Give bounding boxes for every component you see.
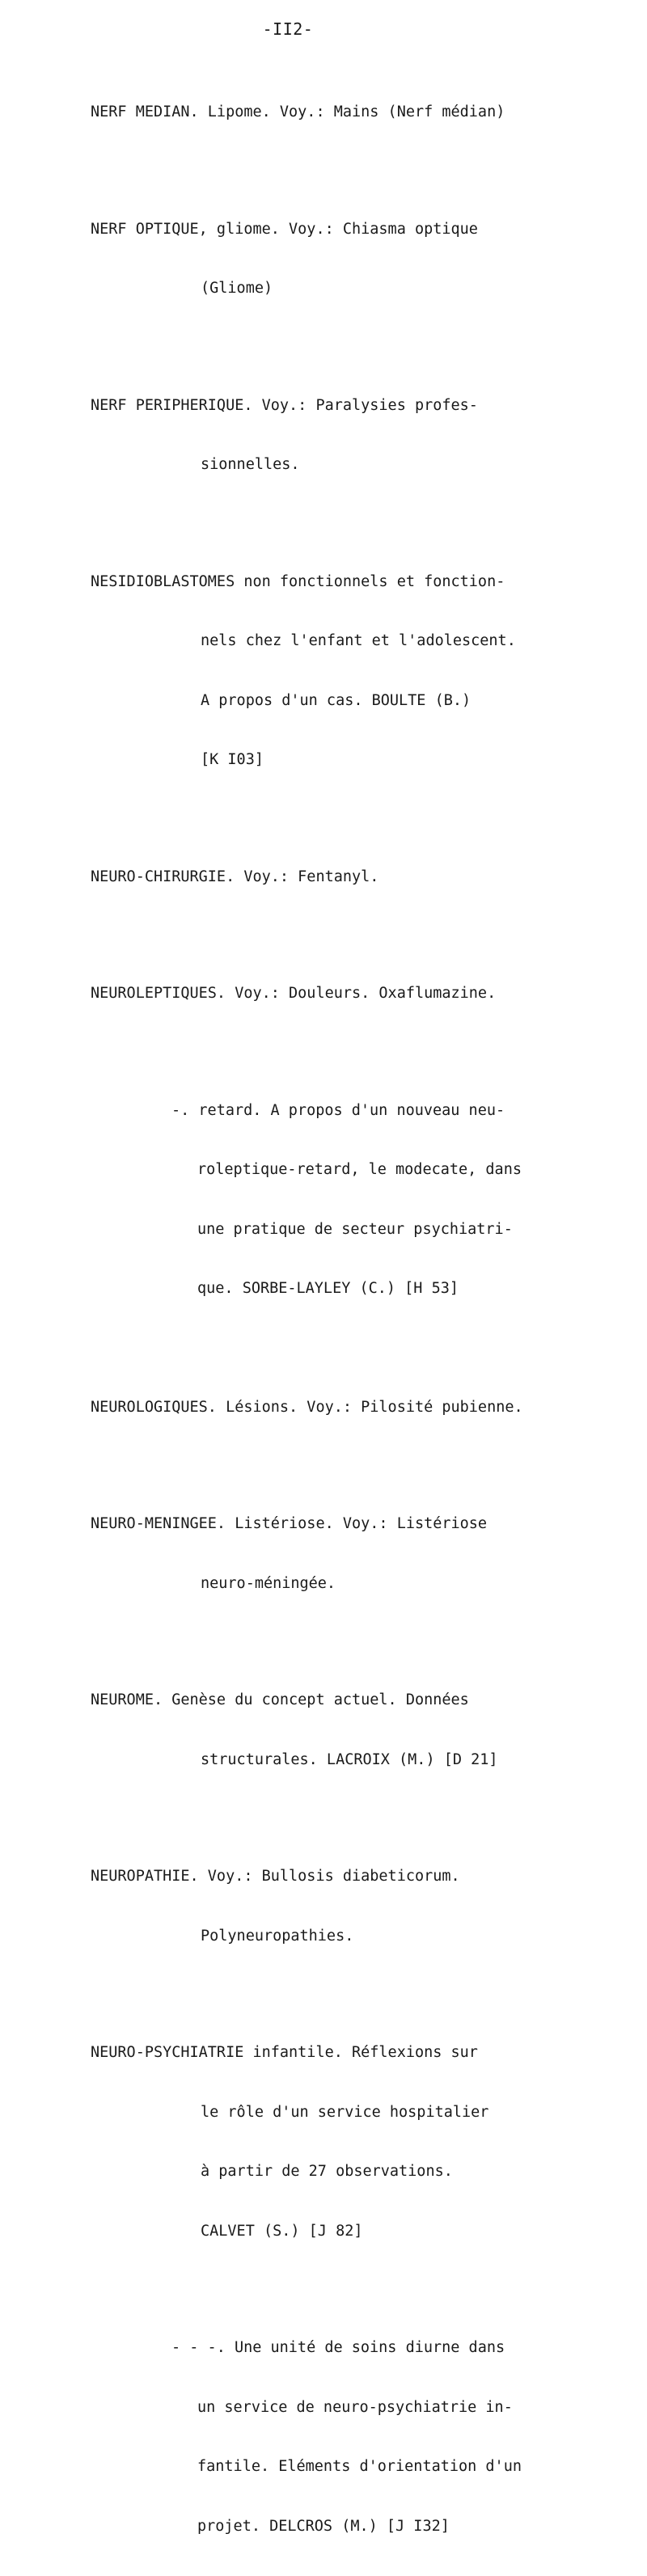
entry-line: NEUROME. Genèse du concept actuel. Données [91,1691,469,1708]
index-entry [91,1651,624,1810]
entry-continuation-line: Polyneuropathies. [201,1927,354,1945]
index-entry [91,533,624,810]
page-number: -II2- [262,19,314,39]
subentry-continuation-line: un service de neuro-psychiatrie in- [197,2398,513,2416]
entry-continuation-line: structurales. LACROIX (M.) [D 21] [201,1750,498,1768]
entry-line: NERF PERIPHERIQUE. Voy.: Paralysies profes- [91,396,478,414]
subentry-line: - - -. Une unité de soins diurne dans [171,2339,505,2356]
index-entry [91,357,624,515]
entry-line: NEUROLEPTIQUES. Voy.: Douleurs. Oxaflumazine. [91,985,497,1002]
entry-line: NERF MEDIAN. Lipome. Voy.: Mains (Nerf médian) [91,103,505,120]
subentry-continuation-line: projet. DELCROS (M.) [J I32] [197,2517,450,2535]
entry-line: NERF OPTIQUE, gliome. Voy.: Chiasma optique [91,220,478,238]
subentry-continuation-line: que. SORBE-LAYLEY (C.) [H 53] [197,1280,459,1297]
index-subentry [91,2299,624,2576]
index-entry [91,1358,624,1458]
entry-continuation-line: nels chez l'enfant et l'adolescent. [201,632,516,649]
index-entry [91,1475,624,1633]
entry-continuation-line: A propos d'un cas. BOULTE (B.) [201,691,472,709]
index-entry [91,63,624,163]
entry-line: NEURO-PSYCHIATRIE infantile. Réflexions sur [91,2044,478,2061]
entry-line: NEUROLOGIQUES. Lésions. Voy.: Pilosité pubienne. [91,1398,523,1416]
index-entry [91,944,624,1044]
subentry-continuation-line: roleptique-retard, le modecate, dans [197,1161,522,1178]
entry-continuation-line: à partir de 27 observations. [201,2163,453,2180]
index-entries [91,63,624,2576]
subentry-line: -. retard. A propos d'un nouveau neu- [171,1101,505,1119]
entry-continuation-line: neuro-méningée. [201,1574,336,1592]
index-subentry [91,1062,624,1339]
index-entry [91,2004,624,2281]
entry-continuation-line: le rôle d'un service hospitalier [201,2103,489,2121]
entry-continuation-line: CALVET (S.) [J 82] [201,2222,363,2240]
subentry-continuation-line: une pratique de secteur psychiatri- [197,1220,513,1238]
entry-reference: [K I03] [201,751,264,768]
index-entry [91,1827,624,1986]
subentry-continuation-line: fantile. Eléments d'orientation d'un [197,2458,522,2475]
entry-line: NEURO-MENINGEE. Listériose. Voy.: Listériose [91,1515,488,1532]
index-entry [91,828,624,927]
entry-continuation-line: (Gliome) [201,280,273,297]
index-entry [91,180,624,339]
entry-line: NEURO-CHIRURGIE. Voy.: Fentanyl. [91,868,379,885]
entry-continuation-line: sionnelles. [201,456,300,473]
entry-line: NEUROPATHIE. Voy.: Bullosis diabeticorum. [91,1868,460,1885]
entry-line: NESIDIOBLASTOMES non fonctionnels et fonction- [91,572,505,590]
